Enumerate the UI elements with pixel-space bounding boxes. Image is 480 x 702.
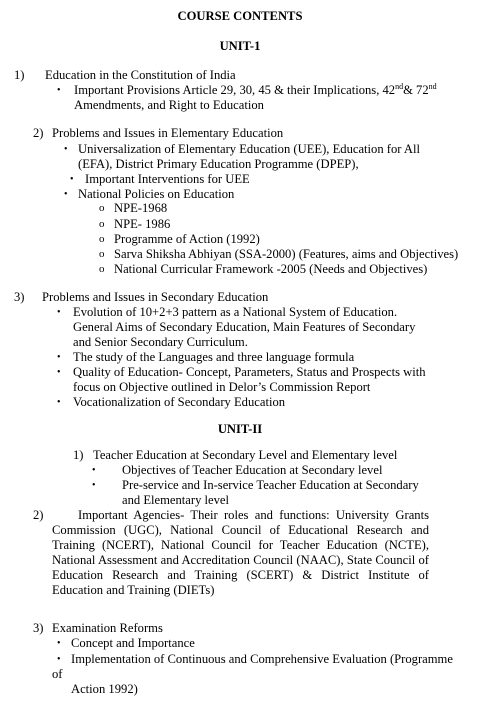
section-title: Education in the Constitution of India bbox=[45, 68, 236, 82]
paragraph-line: Important Agencies- Their roles and functions: University Grants bbox=[78, 508, 429, 522]
bullet-icon: • bbox=[57, 367, 61, 378]
list-item-continuation: focus on Objective outlined in Delor’s Commission Report bbox=[73, 380, 371, 394]
page-title: COURSE CONTENTS bbox=[177, 9, 303, 23]
paragraph-line: Commission (UGC), National Council of Educational Research and bbox=[52, 523, 429, 537]
section-number: 2) bbox=[33, 126, 44, 140]
list-item-continuation: and Elementary level bbox=[122, 493, 229, 507]
bullet-icon: • bbox=[70, 174, 74, 185]
sub-list-item: Sarva Shiksha Abhiyan (SSA-2000) (Features, aims and Objectives) bbox=[114, 247, 459, 261]
section-number: 2) bbox=[33, 508, 44, 522]
bullet-icon: • bbox=[57, 85, 61, 96]
bullet-icon: • bbox=[92, 480, 96, 491]
sub-list-item: Programme of Action (1992) bbox=[114, 232, 260, 246]
paragraph-line: National Assessment and Accreditation Council (NAAC), State Council of bbox=[52, 553, 429, 567]
list-item-continuation: Amendments, and Right to Education bbox=[74, 98, 264, 112]
section-title: Examination Reforms bbox=[52, 621, 163, 635]
bullet-icon: • bbox=[64, 189, 68, 200]
bullet-icon: • bbox=[64, 144, 68, 155]
list-item: Objectives of Teacher Education at Secondary level bbox=[122, 463, 383, 477]
section-number: 1) bbox=[73, 448, 84, 462]
list-item: Vocationalization of Secondary Education bbox=[73, 395, 286, 409]
section-title: Problems and Issues in Elementary Education bbox=[52, 126, 284, 140]
sub-list-item: NPE-1968 bbox=[114, 201, 168, 215]
list-item: Pre-service and In-service Teacher Education at Secondary bbox=[122, 478, 419, 492]
bullet-icon: • bbox=[57, 654, 61, 665]
circle-bullet-icon: o bbox=[99, 218, 105, 230]
list-item: Universalization of Elementary Education (UEE), Education for All bbox=[78, 142, 421, 156]
bullet-icon: • bbox=[57, 352, 61, 363]
list-item-continuation: of bbox=[52, 667, 63, 681]
section-title: Problems and Issues in Secondary Education bbox=[42, 290, 269, 304]
bullet-icon: • bbox=[57, 307, 61, 318]
list-item: The study of the Languages and three language formula bbox=[73, 350, 355, 364]
unit-1-heading: UNIT-1 bbox=[219, 39, 261, 53]
list-item-continuation: (EFA), District Primary Education Programme (DPEP), bbox=[78, 157, 359, 171]
list-item: Evolution of 10+2+3 pattern as a National System of Education. bbox=[73, 305, 398, 319]
unit-2-heading: UNIT-II bbox=[217, 422, 263, 436]
list-item: Implementation of Continuous and Comprehensive Evaluation (Programme bbox=[71, 652, 453, 666]
list-item: Important Provisions Article 29, 30, 45 & their Implications, 42nd& 72nd bbox=[74, 81, 437, 97]
list-item-continuation: Action 1992) bbox=[71, 682, 138, 696]
section-title: Teacher Education at Secondary Level and Elementary level bbox=[93, 448, 398, 462]
circle-bullet-icon: o bbox=[99, 263, 105, 275]
sub-list-item: National Curricular Framework -2005 (Needs and Objectives) bbox=[114, 262, 428, 276]
section-number: 3) bbox=[14, 290, 25, 304]
list-item: National Policies on Education bbox=[78, 187, 235, 201]
list-item-continuation: General Aims of Secondary Education, Main Features of Secondary bbox=[73, 320, 416, 334]
paragraph-line: Training (NCERT), National Council for Teacher Education (NCTE), bbox=[52, 538, 429, 552]
sub-list-item: NPE- 1986 bbox=[114, 217, 171, 231]
section-number: 3) bbox=[33, 621, 44, 635]
circle-bullet-icon: o bbox=[99, 248, 105, 260]
list-item-continuation: and Senior Secondary Curriculum. bbox=[73, 335, 248, 349]
list-item: Important Interventions for UEE bbox=[85, 172, 250, 186]
paragraph-line: Education Research and Training (SCERT) & District Institute of bbox=[52, 568, 429, 582]
list-item: Concept and Importance bbox=[71, 636, 195, 650]
bullet-icon: • bbox=[57, 638, 61, 649]
bullet-icon: • bbox=[57, 397, 61, 408]
paragraph-line: Education and Training (DIETs) bbox=[52, 583, 215, 597]
circle-bullet-icon: o bbox=[99, 233, 105, 245]
section-number: 1) bbox=[14, 68, 25, 82]
list-item: Quality of Education- Concept, Parameters, Status and Prospects with bbox=[73, 365, 426, 379]
circle-bullet-icon: o bbox=[99, 202, 105, 214]
bullet-icon: • bbox=[92, 465, 96, 476]
